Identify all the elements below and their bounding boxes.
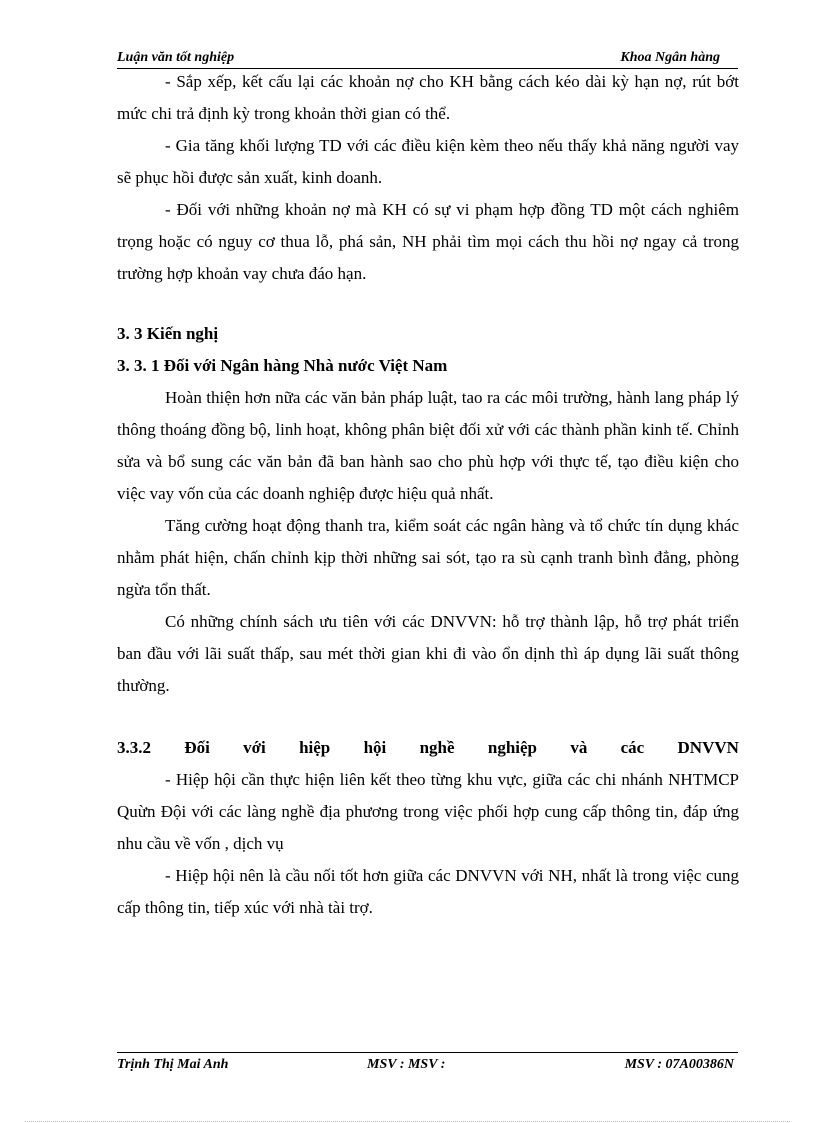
heading-word: DNVVN [677,738,739,757]
section-heading-recommendations: 3. 3 Kiến nghị [117,324,219,343]
spacer [117,290,739,318]
paragraph-legal-framework: Hoàn thiện hơn nữa các văn bản pháp luật, tao ra các môi trường, hành lang pháp lý thông thoáng đồng bộ, linh hoạt, không phân biệt đối xử với các thành phần kinh tế. Chỉnh sửa và bổ sung các văn bản đã ban hành sao cho phù hợp với thực tế, tạo điều kiện cho việc vay vốn của các doanh nghiệp được hiệu quả nhất. [117,388,739,503]
heading-word: và [570,738,588,757]
heading-word: 3.3.2 [117,738,151,757]
page-edge-dotted-line [25,1121,790,1122]
heading-word: hội [363,738,387,757]
heading-word: các [620,738,645,757]
page-body [117,66,739,924]
footer-student-id: MSV : 07A00386N [624,1057,734,1072]
heading-word: với [243,738,266,757]
heading-word: nghề [419,738,455,757]
header-faculty-label: Khoa Ngân hàng [620,50,720,65]
spacer [117,702,739,732]
heading-word: nghiệp [487,738,537,757]
paragraph-inspection: Tăng cường hoạt động thanh tra, kiểm soát các ngân hàng và tổ chức tín dụng khác nhằm phát hiện, chấn chỉnh kịp thời những sai sót, tạo ra sù cạnh tranh bình đẳng, phòng ngừa tổn thất. [117,516,739,599]
heading-word: Đối [184,738,210,757]
paragraph-debt-recovery: - Đối với những khoản nợ mà KH có sự vi phạm hợp đồng TD một cách nghiêm trọng hoặc có nguy cơ thua lỗ, phá sản, NH phải tìm mọi cách thu hồi nợ ngay cả trong trường hợp khoản vay chưa đáo hạn. [117,200,739,283]
subsection-heading-associations [117,732,739,764]
footer-author: Trịnh Thị Mai Anh [117,1057,229,1072]
paragraph-association-links: - Hiệp hội cần thực hiện liên kết theo từng khu vực, giữa các chi nhánh NHTMCP Quừn Đội với các làng nghề địa phương trong việc phối hợp cung cấp thông tin, đáp ứng nhu cầu về vốn , dịch vụ [117,770,739,853]
heading-word: hiệp [299,738,331,757]
paragraph-sme-policy: Có những chính sách ưu tiên với các DNVVN: hỗ trợ thành lập, hỗ trợ phát triển ban đầu với lãi suất thấp, sau mét thời gian khi đi vào ổn dịnh thì áp dụng lãi suất thông thường. [117,612,739,695]
header-thesis-label: Luận văn tốt nghiệp [117,50,235,65]
subsection-heading-state-bank: 3. 3. 1 Đối với Ngân hàng Nhà nước Việt Nam [117,356,448,375]
paragraph-increase-credit: - Gia tăng khối lượng TD với các điều kiện kèm theo nếu thấy khả năng người vay sẽ phục hồi được sản xuất, kinh doanh. [117,136,739,187]
page-footer [117,1052,738,1077]
paragraph-restructure-debt: - Sắp xếp, kết cấu lại các khoản nợ cho KH bằng cách kéo dài kỳ hạn nợ, rút bớt mức chi trả định kỳ trong khoản thời gian có thể. [117,72,739,123]
footer-msv-middle: MSV : MSV : [367,1057,446,1072]
paragraph-association-bridge: - Hiệp hội nên là cầu nối tốt hơn giữa các DNVVN với NH, nhất là trong việc cung cấp thông tin, tiếp xúc với nhà tài trợ. [117,866,739,917]
